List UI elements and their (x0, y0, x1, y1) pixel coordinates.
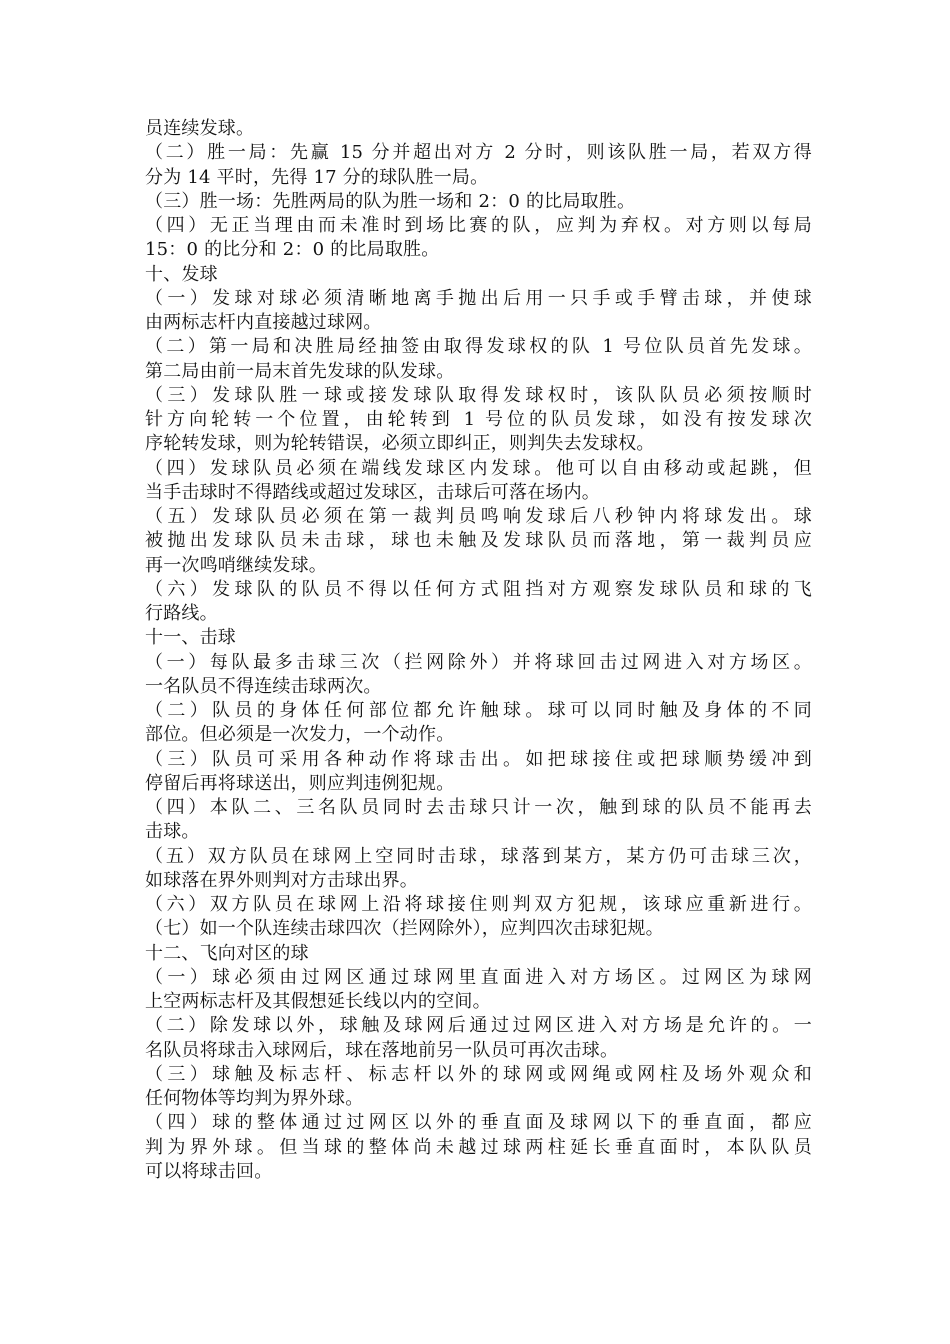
text-line: 任何物体等均判为界外球。 (145, 1088, 364, 1109)
text-line: （六）双方队员在球网上沿将球接住则判双方犯规，该球应重新进行。 (145, 894, 812, 915)
text-line: 十一、击球 (145, 627, 236, 649)
text-line: （三）胜一场：先胜两局的队为胜一场和 2：0 的比局取胜。 (145, 190, 636, 212)
text-line: （一）每队最多击球三次（拦网除外）并将球回击过网进入对方场区。 (145, 651, 812, 673)
text-line: （四）本队二、三名队员同时去击球只计一次，触到球的队员不能再去 (145, 797, 812, 818)
text-line: （三）队员可采用各种动作将球击出。如把球接住或把球顺势缓冲到 (145, 748, 812, 770)
text-line: 停留后再将球送出，则应判违例犯规。 (145, 772, 455, 794)
text-line: （二）胜一局：先赢 15 分并超出对方 2 分时，则该队胜一局，若双方得 (145, 142, 812, 164)
text-line: 再一次鸣哨继续发球。 (145, 554, 327, 576)
text-line: 由两标志杆内直接越过球网。 (145, 312, 382, 333)
text-line: 十、发球 (145, 263, 218, 285)
text-line: 员连续发球。 (145, 118, 255, 139)
text-line: 当手击球时不得踏线或超过发球区，击球后可落在场内。 (145, 481, 600, 503)
text-line: （二）除发球以外，球触及球网后通过过网区进入对方场是允许的。一 (145, 1015, 812, 1037)
text-line: （二）第一局和决胜局经抽签由取得发球权的队 1 号位队员首先发球。 (145, 336, 812, 358)
text-line: （三）球触及标志杆、标志杆以外的球网或网绳或网柱及场外观众和 (145, 1063, 812, 1085)
text-line: （五）发球队员必须在第一裁判员鸣响发球后八秒钟内将球发出。球 (145, 506, 812, 527)
text-line: （四）发球队员必须在端线发球区内发球。他可以自由移动或起跳，但 (145, 457, 812, 479)
text-line: 被抛出发球队员未击球，球也未触及发球队员而落地，第一裁判员应 (145, 530, 812, 552)
text-line: （四）无正当理由而未准时到场比赛的队，应判为弃权。对方则以每局 (145, 215, 812, 236)
text-line: （二）队员的身体任何部位都允许触球。球可以同时触及身体的不同 (145, 700, 812, 721)
text-line: （一）发球对球必须清晰地离手抛出后用一只手或手臂击球，并使球 (145, 287, 812, 309)
text-line: （六）发球队的队员不得以任何方式阻挡对方观察发球队员和球的飞 (145, 578, 812, 600)
rules-text-block (145, 117, 812, 1184)
text-line: 一名队员不得连续击球两次。 (145, 675, 382, 697)
text-line: 行路线。 (145, 603, 218, 624)
text-line: （五）双方队员在球网上空同时击球，球落到某方，某方仍可击球三次， (145, 845, 812, 867)
text-line: 序轮转发球，则为轮转错误，必须立即纠正，则判失去发球权。 (145, 433, 655, 455)
text-line: 上空两标志杆及其假想延长线以内的空间。 (145, 991, 491, 1012)
text-line: 判为界外球。但当球的整体尚未越过球两柱延长垂直面时，本队队员 (145, 1136, 812, 1158)
text-line: 击球。 (145, 821, 200, 843)
text-line: （四）球的整体通过过网区以外的垂直面及球网以下的垂直面，都应 (145, 1112, 812, 1134)
text-line: （三）发球队胜一球或接发球队取得发球权时，该队队员必须按顺时 (145, 384, 812, 406)
text-line: 分为 14 平时，先得 17 分的球队胜一局。 (145, 166, 489, 188)
text-line: 可以将球击回。 (145, 1160, 273, 1182)
text-line: 针方向轮转一个位置，由轮转到 1 号位的队员发球，如没有按发球次 (145, 409, 812, 430)
text-line: 十二、飞向对区的球 (145, 942, 309, 964)
text-line: 如球落在界外则判对方击球出界。 (145, 869, 418, 891)
text-line: 名队员将球击入球网后，球在落地前另一队员可再次击球。 (145, 1039, 619, 1061)
text-line: （一）球必须由过网区通过球网里直面进入对方场区。过网区为球网 (145, 966, 812, 988)
text-line: 15：0 的比分和 2：0 的比局取胜。 (145, 239, 440, 261)
text-line: 第二局由前一局末首先发球的队发球。 (145, 360, 455, 382)
text-line: 部位。但必须是一次发力，一个动作。 (145, 724, 455, 746)
text-line: （七）如一个队连续击球四次（拦网除外），应判四次击球犯规。 (145, 918, 664, 940)
